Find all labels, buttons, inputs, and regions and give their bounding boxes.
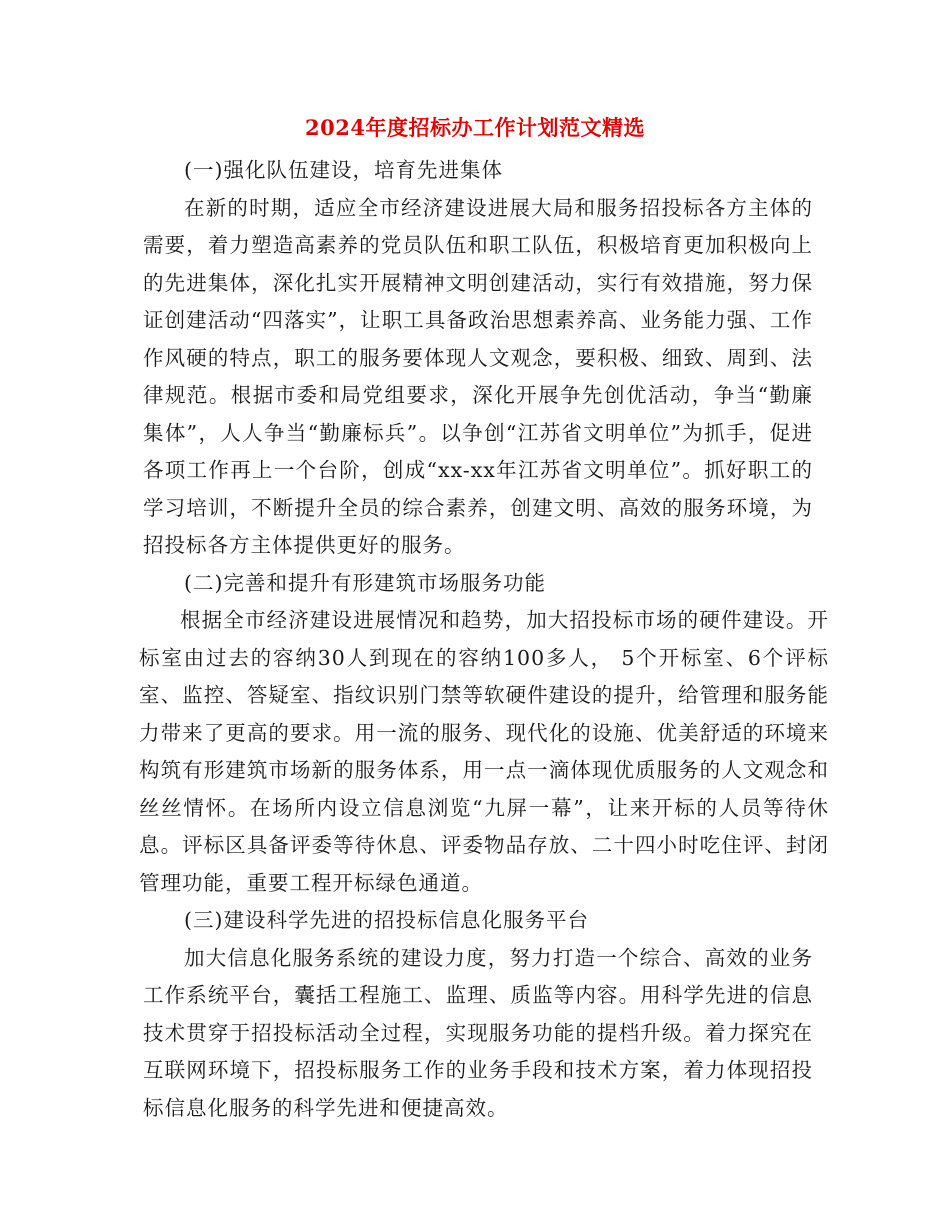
section-2-heading: (二)完善和提升有形建筑市场服务功能 [184,570,546,595]
section-3-paragraph: 加大信息化服务系统的建设力度，努力打造一个综合、高效的业务工作系统平台，囊括工程施工、监理、质监等内容。用科学先进的信息技术贯穿于招投标活动全过程，实现服务功能的提档升级。着力探究在互联网环境下，招投标服务工作的业务手段和技术方案，着力体现招投标信息化服务的科学先进和便捷高效。 [143,945,813,1120]
section-2-paragraph: 根据全市经济建设进展情况和趋势，加大招投标市场的硬件建设。开标室由过去的容纳30人到现在的容纳100多人， 5个开标室、6个评标室、监控、答疑室、指纹识别门禁等软硬件建设的提升，给管理和服务能力带来了更高的要求。用一流的服务、现代化的设施、优美舒适的环境来构筑有形建筑市场新的服务体系，用一点一滴体现优质服务的人文观念和丝丝情怀。在场所内设立信息浏览“九屏一幕”，让来开标的人员等待休息。评标区具备评委等待休息、评委物品存放、二十四小时吃住评、封闭管理功能，重要工程开标绿色通道。 [139,608,829,895]
section-1-heading: (一)强化队伍建设，培育先进集体 [184,158,503,182]
section-3-heading: (三)建设科学先进的招投标信息化服务平台 [184,908,589,932]
section-1-paragraph: 在新的时期，适应全市经济建设进展大局和服务招投标各方主体的需要，着力塑造高素养的党员队伍和职工队伍，积极培育更加积极向上的先进集体，深化扎实开展精神文明创建活动，实行有效措施，努力保证创建活动“四落实”，让职工具备政治思想素养高、业务能力强、工作作风硬的特点，职工的服务要体现人文观念，要积极、细致、周到、法律规范。根据市委和局党组要求，深化开展争先创优活动，争当“勤廉集体”，人人争当“勤廉标兵”。以争创“江苏省文明单位”为抓手，促进各项工作再上一个台阶，创成“xx-xx年江苏省文明单位”。抓好职工的学习培训，不断提升全员的综合素养，创建文明、高效的服务环境，为招投标各方主体提供更好的服务。 [143,195,813,557]
document-body [139,152,829,1127]
document-title: 2024年度招标办工作计划范文精选 [305,115,645,140]
